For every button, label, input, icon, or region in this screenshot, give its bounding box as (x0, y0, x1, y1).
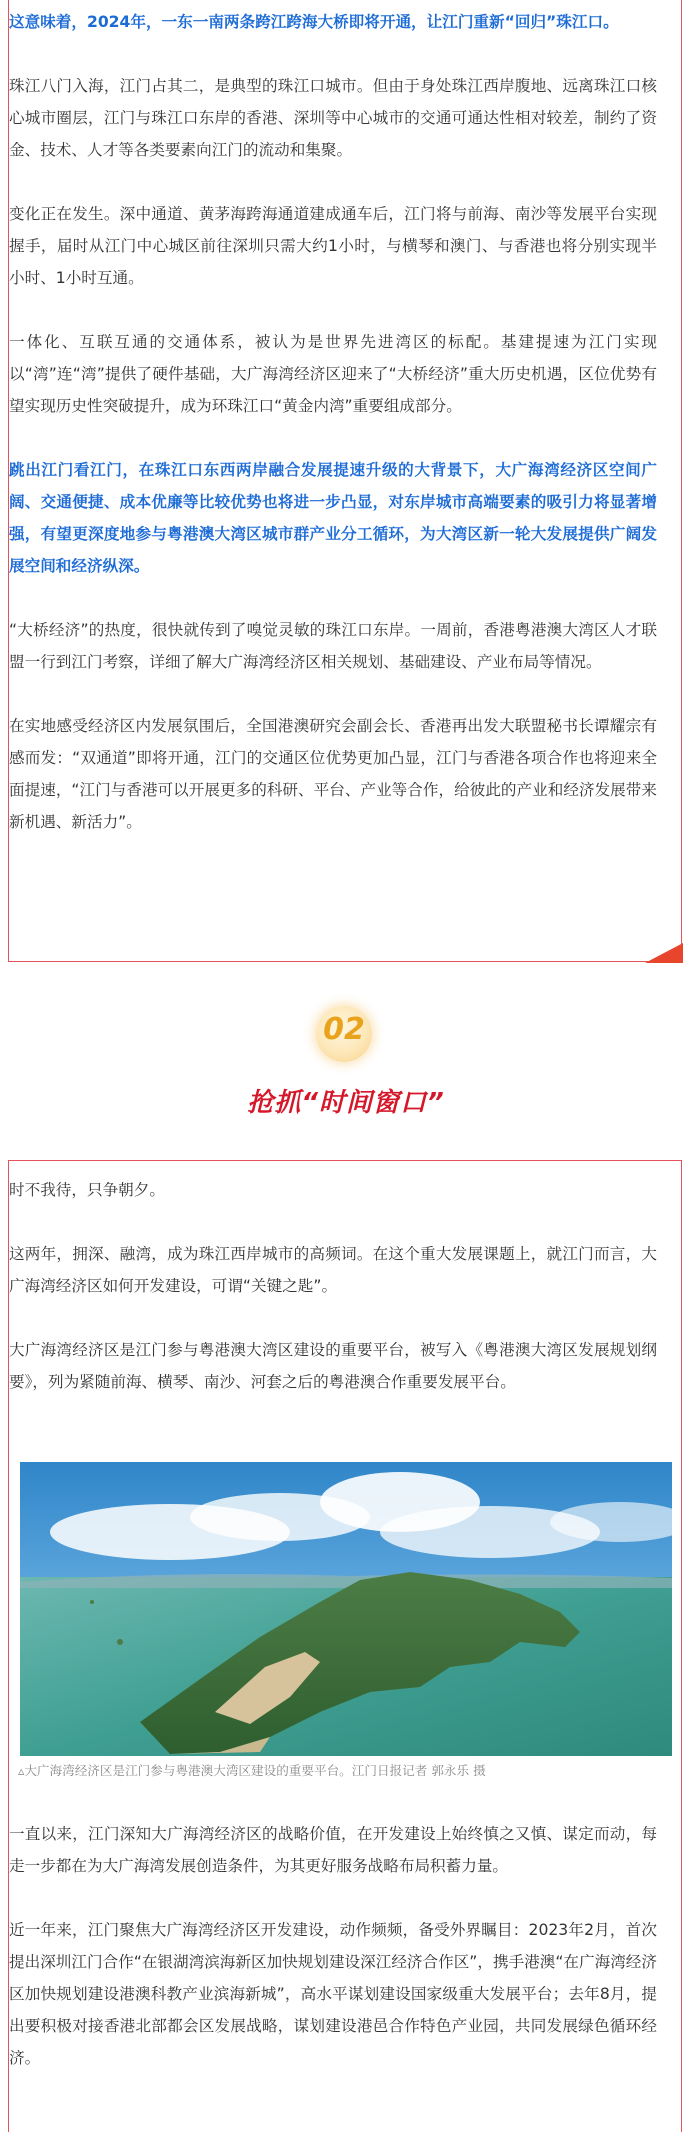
paragraph: 这意味着，2024年，一东一南两条跨江跨海大桥即将开通，让江门重新“回归”珠江口。 (9, 13, 619, 31)
section-1-content (9, 6, 657, 838)
paragraph: 这两年，拥深、融湾，成为珠江西岸城市的高频词。在这个重大发展课题上，就江门而言，大广海湾经济区如何开发建设，可谓“关键之匙”。 (9, 1245, 657, 1295)
section-number-badge (316, 1006, 376, 1064)
section-2-content-bottom (9, 1818, 657, 2074)
paragraph: 一体化、互联互通的交通体系，被认为是世界先进湾区的标配。基建提速为江门实现以“湾”连“湾”提供了硬件基础，大广海湾经济区迎来了“大桥经济”重大历史机遇，区位优势有望实现历史性突破提升，成为环珠江口“黄金内湾”重要组成部分。 (9, 333, 657, 415)
paragraph: 一直以来，江门深知大广海湾经济区的战略价值，在开发建设上始终慎之又慎、谋定而动，每走一步都在为大广海湾发展创造条件，为其更好服务战略布局积蓄力量。 (9, 1825, 657, 1875)
corner-decoration (645, 943, 683, 963)
paragraph: 大广海湾经济区是江门参与粤港澳大湾区建设的重要平台，被写入《粤港澳大湾区发展规划纲要》，列为紧随前海、横琴、南沙、河套之后的粤港澳合作重要发展平台。 (9, 1341, 657, 1391)
paragraph: 变化正在发生。深中通道、黄茅海跨海通道建成通车后，江门将与前海、南沙等发展平台实现握手，届时从江门中心城区前往深圳只需大约1小时，与横琴和澳门、与香港也将分别实现半小时、1小时互通。 (9, 205, 657, 287)
paragraph: “大桥经济”的热度，很快就传到了嗅觉灵敏的珠江口东岸。一周前，香港粤港澳大湾区人才联盟一行到江门考察，详细了解大广海湾经济区相关规划、基础建设、产业布局等情况。 (9, 621, 657, 671)
paragraph: 珠江八门入海，江门占其二，是典型的珠江口城市。但由于身处珠江西岸腹地、远离珠江口核心城市圈层，江门与珠江口东岸的香港、深圳等中心城市的交通可通达性相对较差，制约了资金、技术、人才等各类要素向江门的流动和集聚。 (9, 77, 657, 159)
section-2-content-top (9, 1174, 657, 1398)
paragraph: 近一年来，江门聚焦大广海湾经济区开发建设，动作频频，备受外界瞩目：2023年2月，首次提出深圳江门合作“在银湖湾滨海新区加快规划建设深江经济合作区”，携手港澳“在广海湾经济区加快规划建设港澳科教产业滨海新城”，高水平谋划建设国家级重大发展平台；去年8月，提出要积极对接香港北部都会区发展战略，谋划建设港邑合作特色产业园，共同发展绿色循环经济。 (9, 1921, 657, 2067)
paragraph: 时不我待，只争朝夕。 (9, 1181, 165, 1199)
aerial-bay-photo (20, 1462, 672, 1756)
paragraph: 在实地感受经济区内发展氛围后，全国港澳研究会副会长、香港再出发大联盟秘书长谭耀宗有感而发：“双通道”即将开通，江门的交通区位优势更加凸显，江门与香港各项合作也将迎来全面提速，“江门与香港可以开展更多的科研、平台、产业等合作，给彼此的产业和经济发展带来新机遇、新活力”。 (9, 717, 657, 831)
highlighted-paragraph: 跳出江门看江门，在珠江口东西两岸融合发展提速升级的大背景下，大广海湾经济区空间广阔、交通便捷、成本优廉等比较优势也将进一步凸显，对东岸城市高端要素的吸引力将显著增强，有望更深度地参与粤港澳大湾区城市群产业分工循环，为大湾区新一轮大发展提供广阔发展空间和经济纵深。 (9, 461, 657, 575)
section-title: 抢抓“时间窗口” (247, 1088, 445, 1118)
aerial-bay-illustration (20, 1462, 672, 1756)
photo-caption: ▵大广海湾经济区是江门参与粤港澳大湾区建设的重要平台。江门日报记者 郭永乐 摄 (18, 1763, 486, 1778)
section-number: 02 (323, 1012, 365, 1047)
